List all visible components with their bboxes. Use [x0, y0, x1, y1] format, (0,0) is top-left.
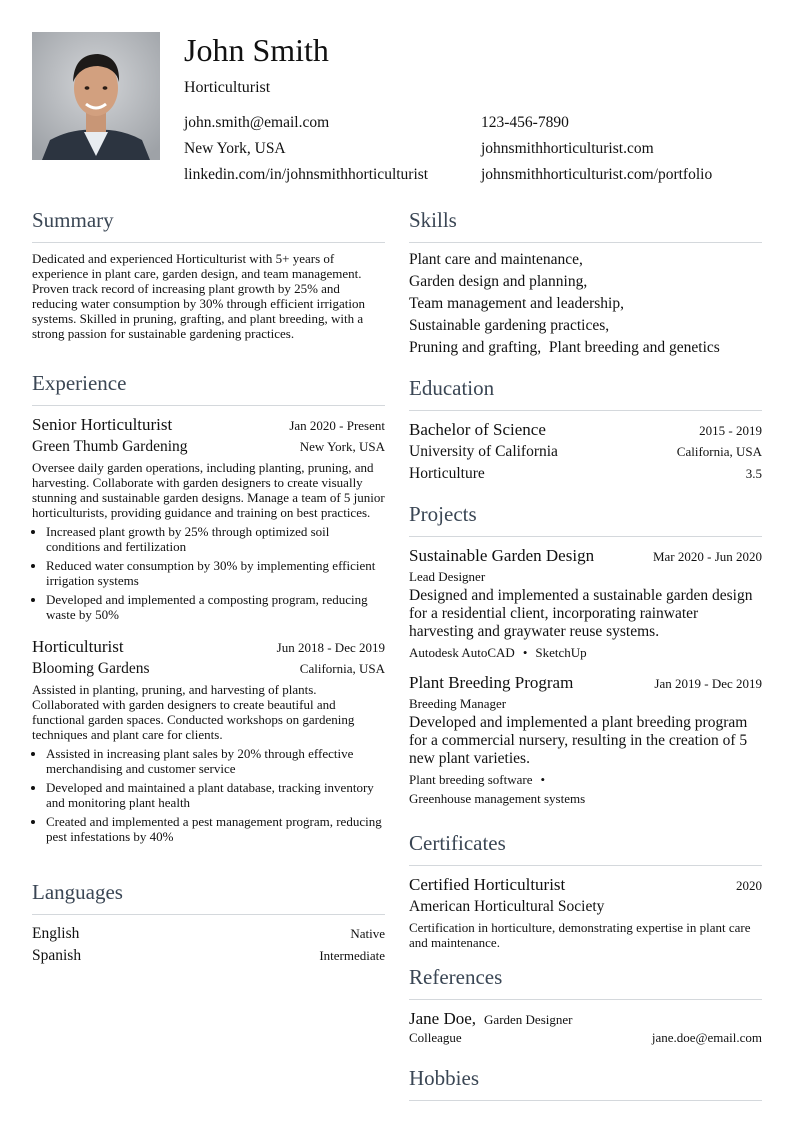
skill-item: Team management and leadership,	[409, 295, 624, 312]
education-dates: 2015 - 2019	[699, 423, 762, 438]
portfolio-link[interactable]: johnsmithhorticulturist.com/portfolio	[481, 166, 713, 183]
project-name: Plant Breeding Program	[409, 673, 574, 692]
tool-tag: Plant breeding software	[409, 772, 533, 787]
hobbies-section	[409, 1066, 762, 1101]
job-role: Senior Horticulturist	[32, 415, 173, 434]
skill-item: Pruning and grafting,	[409, 339, 542, 356]
language-level: Intermediate	[319, 948, 385, 963]
language-name: Spanish	[32, 947, 82, 964]
candidate-title: Horticulturist	[184, 79, 271, 96]
list-item: • Increased plant growth by 25% through optimized soil conditions and fertilization	[46, 524, 385, 554]
project-role: Breeding Manager	[409, 696, 507, 711]
list-item: • Reduced water consumption by 30% by implementing efficient irrigation systems	[46, 558, 385, 588]
certificates-heading: Certificates	[409, 831, 506, 855]
skills-heading: Skills	[409, 208, 457, 232]
hobbies-heading: Hobbies	[409, 1066, 479, 1090]
skills-list	[409, 249, 762, 359]
section-divider	[32, 914, 385, 915]
job-role: Horticulturist	[32, 637, 124, 656]
project-role: Lead Designer	[409, 569, 486, 584]
job-entry	[32, 636, 385, 844]
certificate-year: 2020	[736, 878, 762, 893]
school-location: California, USA	[676, 444, 762, 459]
list-item: • Created and implemented a pest management program, reducing pest infestations by 40%	[46, 814, 385, 844]
project-name: Sustainable Garden Design	[409, 546, 595, 565]
summary-heading: Summary	[32, 208, 114, 232]
job-company: Blooming Gardens	[32, 660, 150, 677]
section-divider	[409, 1100, 762, 1101]
field-of-study: Horticulture	[409, 465, 485, 482]
project-description: Designed and implemented a sustainable garden design for a residential client, incorporating rainwater harvesting and graywater reuse systems.	[409, 587, 753, 640]
language-level: Native	[350, 926, 385, 941]
project-dates: Jan 2019 - Dec 2019	[654, 676, 762, 691]
job-location: New York, USA	[299, 439, 385, 454]
certificate-description: Certification in horticulture, demonstrating expertise in plant care and maintenance.	[409, 920, 751, 950]
section-divider	[409, 865, 762, 866]
job-company: Green Thumb Gardening	[32, 438, 188, 455]
education-heading: Education	[409, 376, 495, 400]
job-achievements	[32, 524, 385, 622]
section-divider	[409, 410, 762, 411]
skill-item: Sustainable gardening practices,	[409, 317, 610, 334]
candidate-name: John Smith	[184, 32, 329, 68]
section-divider	[409, 999, 762, 1000]
section-divider	[409, 536, 762, 537]
reference-position: Garden Designer	[484, 1012, 573, 1027]
experience-section	[32, 371, 385, 848]
certificates-section	[409, 831, 762, 950]
profile-photo	[32, 32, 160, 160]
projects-section	[409, 502, 762, 808]
skills-section	[409, 208, 762, 359]
degree: Bachelor of Science	[409, 420, 546, 439]
list-item: • Developed and maintained a plant database, tracking inventory and monitoring plant health	[46, 780, 385, 810]
reference-name: Jane Doe,	[409, 1009, 477, 1028]
project-description: Developed and implemented a plant breeding program for a commercial nursery, resulting in the creation of 5 new plant varieties.	[409, 714, 748, 767]
tool-tag: Greenhouse management systems	[409, 791, 586, 806]
certificate-name: Certified Horticulturist	[409, 875, 566, 894]
job-description: Assisted in planting, pruning, and harvesting of plants. Collaborated with garden designers to create beautiful and functional garden spaces. Conducted workshops on gardening techniques and plant care for clients.	[32, 682, 355, 742]
references-section	[409, 965, 762, 1046]
language-name: English	[32, 925, 80, 942]
email-link[interactable]: john.smith@email.com	[184, 114, 330, 131]
languages-heading: Languages	[32, 880, 123, 904]
section-divider	[32, 405, 385, 406]
job-entry	[32, 414, 385, 622]
project-entry	[409, 545, 762, 662]
references-heading: References	[409, 965, 503, 989]
projects-heading: Projects	[409, 502, 477, 526]
list-item: • Developed and implemented a composting program, reducing waste by 50%	[46, 592, 385, 622]
project-entry	[409, 672, 762, 808]
experience-heading: Experience	[32, 371, 127, 395]
project-tools: Autodesk AutoCAD • SketchUp	[409, 645, 587, 660]
section-divider	[32, 242, 385, 243]
tool-tag: SketchUp	[535, 645, 587, 660]
certificate-issuer: American Horticultural Society	[409, 898, 605, 915]
job-dates: Jan 2020 - Present	[289, 418, 385, 433]
location: New York, USA	[184, 140, 286, 157]
job-achievements	[32, 746, 385, 844]
languages-section	[32, 880, 385, 967]
project-tools: Plant breeding software • Greenhouse management systems	[409, 772, 586, 806]
education-section	[409, 376, 762, 485]
website-link[interactable]: johnsmithhorticulturist.com	[481, 140, 654, 157]
job-location: California, USA	[299, 661, 385, 676]
skill-item: Plant breeding and genetics	[548, 339, 720, 356]
list-item: • Assisted in increasing plant sales by 20% through effective merchandising and customer service	[46, 746, 385, 776]
job-dates: Jun 2018 - Dec 2019	[276, 640, 385, 655]
summary-text: Dedicated and experienced Horticulturist with 5+ years of experience in plant care, garden design, and team management. Proven track record of increasing plant growth by 25% and reducing water consumption by 30% through efficient irrigation systems. Skilled in pruning, grafting, and plant breeding, with a strong passion for sustainable gardening practices.	[32, 251, 365, 341]
tool-tag: Autodesk AutoCAD	[409, 645, 515, 660]
reference-relation: Colleague	[409, 1030, 462, 1045]
summary-section	[32, 208, 385, 341]
linkedin-link[interactable]: linkedin.com/in/johnsmithhorticulturist	[184, 166, 429, 183]
project-dates: Mar 2020 - Jun 2020	[652, 549, 762, 564]
skill-item: Garden design and planning,	[409, 273, 588, 290]
school: University of California	[409, 443, 558, 460]
phone-number[interactable]: 123-456-7890	[481, 114, 569, 131]
job-description: Oversee daily garden operations, including planting, pruning, and harvesting. Collaborate with garden designers to create visually stunning and sustainable garden designs. Manage a team of 5 junior horticulturists, providing guidance and training on best practices.	[32, 460, 385, 520]
skill-item: Plant care and maintenance,	[409, 251, 583, 268]
reference-email[interactable]: jane.doe@email.com	[651, 1030, 762, 1045]
section-divider	[409, 242, 762, 243]
gpa: 3.5	[745, 466, 762, 481]
